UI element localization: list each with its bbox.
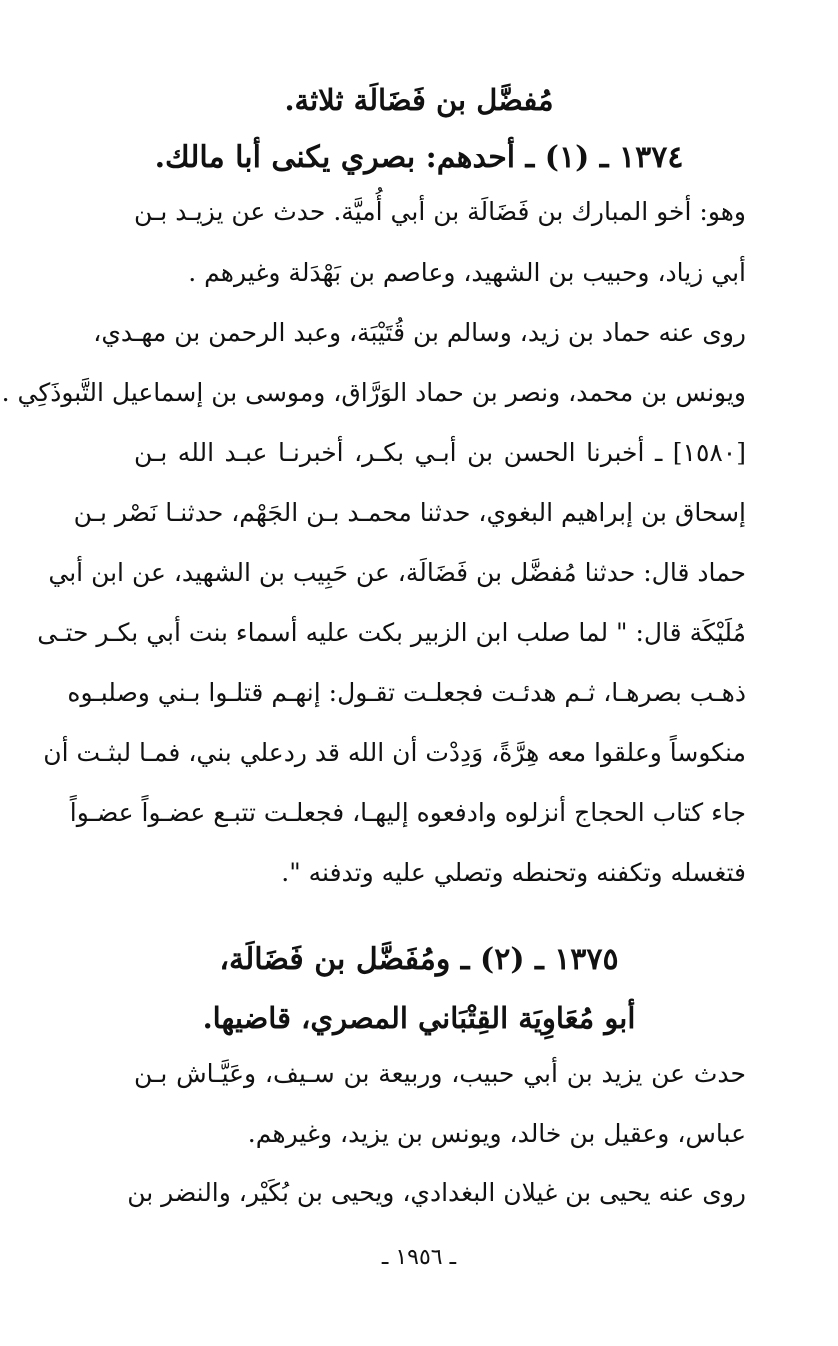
hadith-1580-line-7: جاء كتاب الحجاج أنزلوه وادفعوه إليهـا، فجعلـت تتبـع عضـواً عضـواً (69, 798, 746, 827)
entry-1375-line-1: حدث عن يزيد بن أبي حبيب، وربيعة بن سـيف، وعَيَّـاش بـن (134, 1059, 746, 1088)
entry-1375-line-3: روى عنه يحيى بن غيلان البغدادي، ويحيى بن بُكَيْر، والنضر بن (127, 1178, 746, 1207)
entry-1375-line-2: عباس، وعقيل بن خالد، ويونس بن يزيد، وغيرهم. (247, 1119, 746, 1148)
entry-1375-heading-line-2: أبو مُعَاوِيَة القِتْبَاني المصري، قاضيها. (202, 1001, 636, 1035)
hadith-1580-line-5: ذهـب بصرهـا، ثـم هدئـت فجعلـت تقـول: إنهـم قتلـوا بـني وصلبـوه (67, 678, 746, 707)
hadith-1580-line-2: إسحاق بن إبراهيم البغوي، حدثنا محمـد بـن الجَهْم، حدثنـا نَصْر بـن (73, 498, 746, 527)
entry-1374-line-3: روى عنه حماد بن زيد، وسالم بن قُتَيْبَة، وعبد الرحمن بن مهـدي، (93, 318, 746, 347)
hadith-1580-line-4: مُلَيْكَة قال: " لما صلب ابن الزبير بكت عليه أسماء بنت أبي بكـر حتـى (37, 618, 746, 647)
entry-1375-heading-line-1: ١٣٧٥ ـ (٢) ـ ومُفَضَّل بن فَضَالَة، (219, 942, 619, 977)
hadith-1580-line-6: منكوساً وعلقوا معه هِرَّةً، وَدِدْت أن الله قد ردعلي بني، فمـا لبثـت أن (43, 738, 746, 767)
hadith-1580-line-1: [١٥٨٠] ـ أخبرنا الحسن بن أبـي بكـر، أخبرنـا عبـد الله بـن (134, 438, 746, 467)
entry-1374-heading: ١٣٧٤ ـ (١) ـ أحدهم: بصري يكنى أبا مالك. (154, 140, 684, 175)
hadith-1580-line-3: حماد قال: حدثنا مُفضَّل بن فَضَالَة، عن حَبِيب بن الشهيد، عن ابن أبي (48, 558, 746, 587)
entry-1374-line-2: أبي زياد، وحبيب بن الشهيد، وعاصم بن بَهْدَلة وغيرهم . (188, 258, 746, 287)
entry-heading: مُفضَّل بن فَضَالَة ثلاثة. (284, 83, 554, 117)
entry-1374-line-4: ويونس بن محمد، ونصر بن حماد الوَرَّاق، وموسى بن إسماعيل التَّبوذَكِي . (1, 378, 746, 407)
hadith-1580-line-8: فتغسله وتكفنه وتحنطه وتصلي عليه وتدفنه ". (281, 858, 746, 887)
entry-1374-line-1: وهو: أخو المبارك بن فَضَالَة بن أبي أُميَّة. حدث عن يزيـد بـن (134, 197, 746, 226)
page-number: ـ ١٩٥٦ ـ (381, 1245, 457, 1270)
